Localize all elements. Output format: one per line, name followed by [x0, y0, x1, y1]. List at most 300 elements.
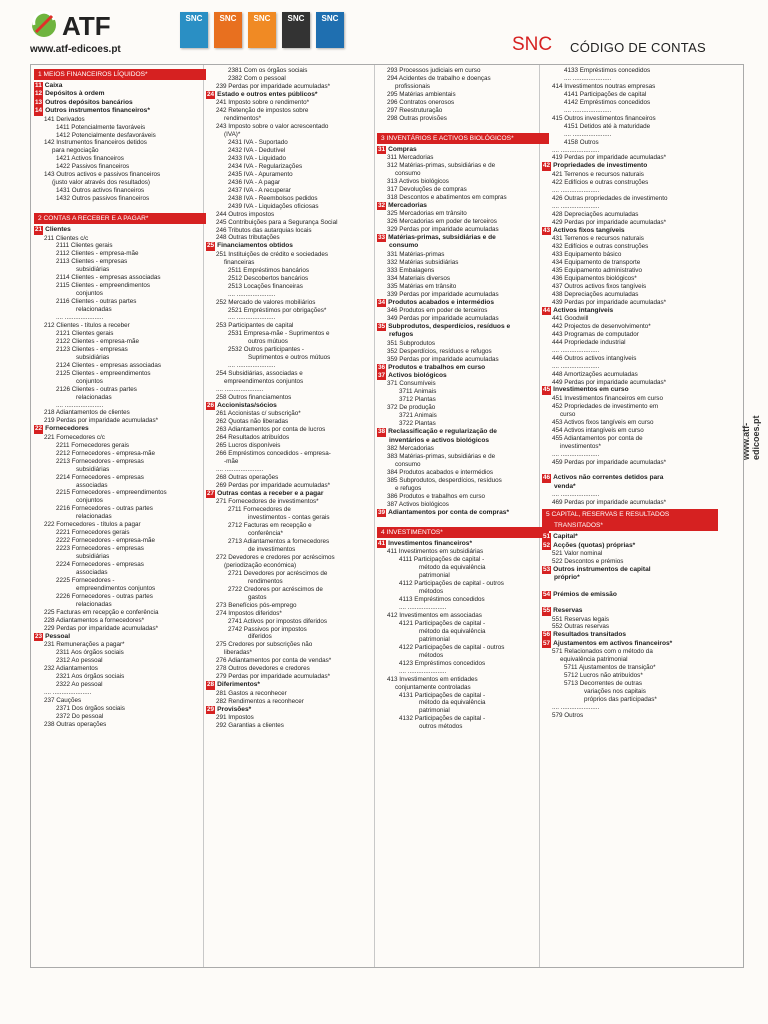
account-row: 212 Clientes - títulos a receber	[44, 322, 130, 329]
account-row: 385 Subprodutos, desperdícios, resíduos	[387, 476, 502, 484]
account-row: .... ......................	[552, 703, 600, 711]
account-row: 273 Benefícios pós-emprego	[216, 601, 297, 609]
account-row: 275 Credores por subscrições não	[216, 641, 313, 649]
spacer	[377, 517, 549, 525]
spacer	[34, 203, 206, 211]
account-group-label: Capital*	[553, 533, 578, 541]
account-row: 451 Investimentos financeiros em curso	[552, 394, 663, 402]
account-row: 4112 Participações de capital - outros	[399, 580, 504, 588]
account-row: 282 Rendimentos a reconhecer	[216, 697, 304, 705]
account-row: 2532 Outros participantes -	[228, 346, 304, 354]
account-row: 2381 Com os órgãos sociais	[228, 67, 308, 74]
book-cover-1: SNC	[180, 12, 208, 48]
account-row: 246 Tributos das autarquias locais	[216, 226, 312, 234]
account-row: 384 Produtos acabados e intermédios	[387, 468, 494, 476]
account-row: 251 Instituições de crédito e sociedades	[216, 250, 329, 258]
spacer	[542, 466, 718, 474]
account-row: curso	[560, 410, 576, 418]
account-row: 435 Equipamento administrativo	[552, 266, 642, 274]
account-number-badge: 26	[207, 401, 215, 409]
account-row: 3712 Plantas	[399, 396, 436, 404]
account-row: 2211 Fornecedores gerais	[56, 441, 130, 449]
spacer	[377, 123, 549, 131]
account-group-label: Outros depósitos bancários	[45, 98, 133, 106]
account-row: .... ......................	[399, 604, 447, 612]
column-1	[34, 67, 206, 729]
account-row: 439 Perdas por imparidade acumuladas*	[552, 298, 667, 306]
account-row: 1431 Outros activos financeiros	[56, 187, 145, 195]
account-row: 5711 Ajustamentos de transição*	[564, 664, 656, 672]
account-row: 455 Adiantamentos por conta de	[552, 434, 643, 442]
account-row: 452 Propriedades de investimento em	[552, 402, 659, 410]
account-row: 372 De produção	[387, 404, 436, 412]
account-row: 4122 Participações de capital - outros	[399, 643, 505, 651]
account-row: investimentos*	[560, 442, 601, 450]
account-group	[34, 82, 206, 90]
spacer	[542, 583, 718, 591]
account-row: 421 Terrenos e recursos naturais	[552, 170, 644, 178]
account-row: 446 Outros activos intangíveis	[552, 354, 637, 362]
account-row: 433 Equipamento básico	[552, 250, 622, 258]
account-group-label: Propriedades de investimento	[553, 162, 648, 170]
account-row: relacionadas	[76, 393, 112, 401]
account-group	[542, 591, 718, 599]
account-row: outros mútuos	[248, 338, 288, 346]
account-row: 281 Gastos a reconhecer	[216, 689, 287, 697]
account-row: .... ......................	[552, 146, 600, 154]
account-row: empreendimentos conjuntos	[224, 378, 304, 386]
account-row: 2741 Activos por impostos diferidos	[228, 617, 328, 625]
account-group	[206, 706, 378, 714]
account-row: .... ......................	[552, 491, 600, 499]
account-row: .... ......................	[56, 314, 104, 322]
account-row: 268 Outras operações	[216, 473, 279, 481]
account-row: 294 Acidentes de trabalho e doenças	[387, 74, 491, 82]
account-row: 2433 IVA - Liquidado	[228, 154, 286, 162]
account-row: 2438 IVA - Reembolsos pedidos	[228, 194, 318, 202]
account-row: 2711 Fornecedores de	[228, 506, 291, 514]
account-row: 313 Activos biológicos	[387, 177, 449, 185]
account-row: (justo valor através dos resultados)	[52, 179, 150, 187]
account-row: 244 Outros impostos	[216, 210, 275, 218]
account-row: 2113 Clientes - empresas	[56, 258, 128, 266]
account-group	[34, 425, 206, 433]
account-row: 3722 Plantas	[399, 420, 436, 428]
column-4	[542, 67, 718, 720]
account-row: 242 Retenção de impostos sobre	[216, 107, 309, 115]
account-group-continuation: inventários e activos biológicos	[389, 436, 490, 444]
account-number-badge: 51	[543, 533, 551, 541]
account-number-badge: 45	[543, 386, 551, 394]
account-row: 2226 Fornecedores - outras partes	[56, 592, 153, 600]
account-row: 3711 Animais	[399, 388, 437, 396]
account-row: .... ......................	[552, 346, 600, 354]
account-group-label: Fornecedores	[45, 425, 89, 433]
account-group-label: Resultados transitados	[553, 631, 627, 639]
account-row: 552 Outras reservas	[552, 623, 610, 631]
account-row: 291 Impostos	[216, 713, 254, 721]
account-row: patrimonial	[419, 707, 450, 715]
account-row: 1422 Passivos financeiros	[56, 163, 130, 171]
account-row: .... ......................	[564, 106, 612, 114]
account-row: 2531 Empresa-mãe - Suprimentos e	[228, 330, 330, 338]
account-row: conjuntamente controladas	[395, 683, 471, 691]
account-row: 571 Relacionados com o método da	[552, 648, 653, 656]
account-row: 271 Fornecedores de investimentos*	[216, 498, 319, 506]
account-group-label: Outros instrumentos financeiros*	[45, 107, 150, 115]
account-number-badge: 23	[35, 632, 43, 640]
page-title: SNC	[512, 34, 553, 55]
account-group-continuation: venda*	[554, 482, 576, 490]
account-row: 2125 Clientes - empreendimentos	[56, 369, 151, 377]
account-row: 326 Mercadorias em poder de terceiros	[387, 218, 497, 226]
account-row: gastos	[248, 593, 267, 601]
account-group-label: Produtos acabados e intermédios	[388, 298, 495, 306]
account-group	[34, 99, 206, 107]
account-row: 521 Valor nominal	[552, 550, 603, 557]
account-row: 436 Equipamentos biológicos*	[552, 274, 637, 282]
account-number-badge: 21	[35, 226, 43, 234]
account-row: 422 Edifícios e outras construções	[552, 178, 649, 186]
account-row: conjuntos	[76, 290, 103, 298]
account-group	[542, 533, 718, 541]
account-row: 292 Garantias a clientes	[216, 721, 284, 729]
account-row: 1421 Activos financeiros	[56, 155, 124, 163]
account-group	[377, 146, 549, 154]
account-row: 4141 Participações de capital	[564, 90, 647, 98]
account-row: empreendimentos conjuntos	[76, 584, 156, 592]
account-row: relacionadas	[76, 513, 112, 521]
account-row: 2112 Clientes - empresa-mãe	[56, 250, 139, 258]
account-row: 2122 Clientes - empresa-mãe	[56, 337, 139, 345]
account-row: 2435 IVA - Apuramento	[228, 170, 293, 178]
account-row: (periodização económica)	[224, 561, 297, 569]
account-row: 241 Imposto sobre o rendimento*	[216, 99, 310, 107]
account-row: 432 Edifícios e outras construções	[552, 242, 649, 250]
account-row: 2225 Fornecedores -	[56, 576, 115, 584]
account-row: 454 Activos intangíveis em curso	[552, 426, 644, 434]
account-row: patrimonial	[419, 635, 450, 643]
logo-text: ATF	[62, 11, 111, 41]
account-row: 442 Projectos de desenvolvimento*	[552, 322, 651, 330]
account-number-badge: 57	[543, 639, 551, 647]
account-row: relacionadas	[76, 600, 112, 608]
account-number-badge: 38	[378, 428, 386, 436]
account-row: 332 Matérias subsidiárias	[387, 258, 459, 266]
account-row: método da equivalência	[419, 564, 486, 572]
account-number-badge: 53	[543, 565, 551, 573]
atf-logo	[30, 8, 120, 42]
account-row: rendimentos	[248, 577, 283, 585]
account-row: 318 Descontos e abatimentos em compras	[387, 193, 507, 201]
account-row: financeiras	[224, 258, 255, 266]
account-group-label: Caixa	[44, 82, 63, 89]
account-row: 4113 Empréstimos concedidos	[399, 596, 485, 604]
account-group	[206, 681, 378, 689]
account-row: 2311 Aos órgãos sociais	[56, 648, 124, 656]
account-row: 453 Activos fixos tangíveis em curso	[552, 418, 654, 426]
account-row: 426 Outras propriedades de investimento	[552, 194, 668, 202]
account-row: 4111 Participações de capital -	[399, 556, 485, 564]
account-row: 2214 Fornecedores - empresas	[56, 473, 144, 481]
account-number-badge: 52	[543, 541, 551, 549]
account-row: 211 Clientes c/c	[44, 234, 89, 242]
account-row: 413 Investimentos em entidades	[387, 675, 478, 683]
account-row: 419 Perdas por imparidade acumuladas*	[552, 154, 667, 162]
account-number-badge: 11	[35, 82, 42, 89]
account-group	[377, 202, 549, 210]
account-row: 4142 Empréstimos concedidos	[564, 98, 651, 106]
account-group	[542, 566, 718, 574]
account-group-label: Matérias-primas, subsidiárias e de	[388, 234, 496, 242]
account-row: 387 Activos biológicos	[387, 500, 449, 508]
account-group	[542, 640, 718, 648]
column-3	[377, 67, 549, 731]
account-row: 2722 Credores por acréscimos de	[228, 585, 323, 593]
account-group	[542, 307, 718, 315]
account-row: 2371 Dos órgãos sociais	[56, 704, 125, 712]
account-row: 221 Fornecedores c/c	[44, 433, 105, 441]
account-row: 252 Mercado de valores mobiliários	[216, 298, 316, 306]
account-row: 2434 IVA - Regularizações	[228, 162, 303, 170]
account-row: (IVA)*	[224, 131, 241, 139]
account-row: 274 Impostos diferidos*	[216, 609, 282, 617]
account-group-continuation: consumo	[389, 242, 419, 250]
account-group	[542, 542, 718, 550]
account-number-badge: 28	[207, 681, 215, 689]
account-row: 4121 Participações de capital -	[399, 619, 486, 627]
account-group-label: Subprodutos, desperdícios, resíduos e	[388, 322, 511, 330]
account-row: 438 Depreciações acumuladas	[552, 290, 639, 298]
account-group	[542, 162, 718, 170]
website-url[interactable]: www.atf-edicoes.pt	[30, 44, 121, 55]
account-row: 297 Reestruturação	[387, 106, 443, 114]
account-row: .... ......................	[564, 74, 612, 82]
account-group-label: Pessoal	[45, 632, 71, 640]
account-row: 579 Outros	[552, 711, 584, 719]
account-group-label: Produtos e trabalhos em curso	[388, 363, 486, 371]
account-row: 2212 Fornecedores - empresa-mãe	[56, 449, 156, 457]
book-cover-4: SNC	[282, 12, 310, 48]
section-header-line: 5 CAPITAL, RESERVAS E RESULTADOS	[546, 511, 670, 519]
account-row: 245 Contribuições para a Segurança Social	[216, 218, 338, 226]
account-row: variações nos capitais	[584, 688, 646, 696]
account-row: 2321 Aos órgãos sociais	[56, 672, 125, 680]
account-number-badge: 33	[378, 234, 386, 242]
account-row: 469 Perdas por imparidade acumuladas*	[552, 499, 667, 507]
account-row: 2721 Devedores por acréscimos de	[228, 569, 328, 577]
account-row: 2213 Fornecedores - empresas	[56, 457, 144, 465]
account-group-continuation: refugos	[389, 331, 414, 339]
account-row: consumo	[395, 460, 421, 468]
account-row: 1412 Potencialmente desfavoráveis	[56, 131, 156, 139]
account-row: 2224 Fornecedores - empresas	[56, 561, 144, 569]
account-row: 359 Perdas por imparidade acumuladas	[387, 355, 499, 363]
account-row: .... ......................	[216, 466, 264, 474]
account-row: 2114 Clientes - empresas associadas	[56, 274, 161, 282]
account-number-badge: 22	[35, 425, 43, 433]
account-row: 2436 IVA - A pagar	[228, 178, 281, 186]
account-row: .... ......................	[228, 290, 276, 298]
account-row: e refugos	[395, 484, 422, 492]
account-row: 349 Perdas por imparidade acumuladas	[387, 314, 499, 322]
account-row: 295 Matérias ambientais	[387, 90, 456, 98]
account-group-label: Financiamentos obtidos	[217, 242, 293, 250]
account-group-label: Prémios de emissão	[553, 590, 617, 598]
account-row: .... ......................	[56, 401, 104, 409]
section-header: 4 INVESTIMENTOS*	[377, 527, 549, 538]
account-row: 2216 Fornecedores - outras partes	[56, 505, 153, 513]
account-row: .... ......................	[552, 186, 600, 194]
account-row: subsidiárias	[76, 266, 110, 274]
account-number-badge: 13	[35, 98, 43, 106]
account-row: 325 Mercadorias em trânsito	[387, 210, 467, 218]
account-group-label: Compras	[388, 145, 417, 153]
account-row: 225 Facturas em recepção e conferência	[44, 608, 159, 616]
account-row: 2431 IVA - Suportado	[228, 139, 288, 147]
account-row: associadas	[76, 481, 108, 489]
account-row: 444 Propriedade industrial	[552, 338, 626, 346]
account-row: outros métodos	[419, 723, 463, 731]
account-row: 293 Processos judiciais em curso	[387, 67, 481, 74]
account-row: 415 Outros investimentos financeiros	[552, 114, 656, 122]
account-row: 5712 Lucros não atribuídos*	[564, 672, 643, 680]
account-row: 239 Perdas por imparidade acumuladas*	[216, 82, 331, 90]
account-row: 4158 Outros	[564, 138, 599, 146]
account-group-label: Investimentos financeiros*	[388, 539, 473, 547]
account-row: 3721 Animais	[399, 412, 437, 420]
account-row: 266 Empréstimos concedidos - empresa-	[216, 450, 331, 458]
account-row: 1411 Potencialmente favoráveis	[56, 123, 146, 131]
account-group-label: Adiantamentos por conta de compras*	[388, 508, 510, 516]
account-group	[34, 90, 206, 98]
account-row: 278 Outros devedores e credores	[216, 665, 310, 673]
account-row: 412 Investimentos em associadas	[387, 611, 482, 619]
account-row: subsidiárias	[76, 353, 110, 361]
book-cover-3: SNC	[248, 12, 276, 48]
account-row: 232 Adiantamentos	[44, 664, 98, 672]
account-row: método da equivalência	[419, 627, 486, 635]
account-number-badge: 12	[35, 90, 43, 98]
account-row: 2437 IVA - A recuperar	[228, 186, 291, 194]
account-row: 383 Matérias-primas, subsidiárias e de	[387, 452, 496, 460]
account-row: 237 Cauções	[44, 696, 82, 704]
account-group-label: Provisões*	[217, 705, 252, 713]
section-header: 3 INVENTÁRIOS E ACTIVOS BIOLÓGICOS*	[377, 133, 549, 144]
account-group	[377, 364, 549, 372]
account-row: profissionais	[395, 82, 430, 90]
account-row: 2322 Ao pessoal	[56, 680, 103, 688]
account-number-badge: 41	[378, 539, 386, 547]
account-number-badge: 32	[378, 201, 386, 209]
account-row: 4123 Empréstimos concedidos	[399, 659, 486, 667]
account-group	[377, 299, 549, 307]
book-cover-2: SNC	[214, 12, 242, 48]
page-subtitle: CÓDIGO DE CONTAS	[570, 40, 707, 55]
account-group-label: Activos não correntes detidos para	[553, 474, 664, 482]
account-row: liberadas*	[224, 649, 253, 657]
account-row: 2512 Descobertos bancários	[228, 274, 309, 282]
account-number-badge: 29	[207, 705, 215, 713]
account-row: equivalência patrimonial	[560, 656, 628, 664]
account-row: próprios das participadas*	[584, 695, 657, 703]
account-row: 441 Goodwill	[552, 314, 589, 322]
account-number-badge: 14	[35, 107, 43, 115]
account-group	[542, 474, 718, 482]
account-group-label: Reclassificação e regularização de	[388, 428, 497, 436]
account-row: 218 Adiantamentos de clientes	[44, 409, 130, 417]
account-group-label: Activos fixos tangíveis	[553, 226, 625, 234]
account-row: 448 Amortizações acumuladas	[552, 370, 638, 378]
account-number-badge: 55	[543, 607, 551, 615]
section-header-line: TRANSITADOS*	[554, 522, 603, 530]
account-number-badge: 31	[378, 145, 386, 153]
account-row: 2312 Ao pessoal	[56, 656, 103, 664]
account-number-badge: 27	[207, 489, 215, 497]
account-row: 142 Instrumentos financeiros detidos	[44, 139, 147, 147]
account-row: investimentos - contas gerais	[248, 514, 330, 522]
account-row: 279 Perdas por imparidade acumuladas*	[216, 673, 331, 681]
account-row: 4133 Empréstimos concedidos	[564, 67, 651, 74]
account-row: 262 Quotas não liberadas	[216, 418, 289, 426]
account-row: .... ......................	[564, 130, 612, 138]
account-row: 2712 Facturas em recepção e	[228, 522, 312, 530]
account-row: 371 Consumíveis	[387, 380, 436, 388]
account-row: associadas	[76, 569, 108, 576]
account-row: 2521 Empréstimos por obrigações*	[228, 306, 327, 314]
account-row: 248 Outras tributações	[216, 234, 280, 242]
account-row: conjuntos	[76, 377, 103, 385]
account-row: 2126 Clientes - outras partes	[56, 385, 137, 393]
account-group	[377, 540, 549, 548]
account-row: rendimentos*	[224, 115, 262, 123]
account-group-label: Activos biológicos	[388, 371, 447, 379]
account-row: 2513 Locações financeiras	[228, 282, 303, 290]
account-group	[377, 372, 549, 380]
account-row: 2221 Fornecedores gerais	[56, 529, 130, 537]
account-group	[377, 323, 549, 331]
account-row: conferência*	[248, 530, 284, 538]
account-row: .... ......................	[44, 688, 92, 696]
account-row: 449 Perdas por imparidade acumuladas*	[552, 378, 667, 386]
account-row: 334 Materiais diversos	[387, 274, 450, 282]
account-group-label: Acções (quotas) próprias*	[553, 541, 636, 549]
column-2	[206, 67, 378, 730]
account-number-badge: 37	[378, 371, 386, 379]
account-row: 276 Adiantamentos por conta de vendas*	[216, 657, 332, 665]
account-row: 434 Equipamento de transporte	[552, 258, 641, 266]
account-row: 2742 Passivos por impostos	[228, 625, 307, 633]
account-row: 335 Matérias em trânsito	[387, 282, 457, 290]
account-row: 443 Programas de computador	[552, 330, 639, 338]
account-row: 222 Fornecedores - títulos a pagar	[44, 521, 141, 529]
account-row: 386 Produtos e trabalhos em curso	[387, 492, 486, 500]
account-row: 2124 Clientes - empresas associadas	[56, 361, 162, 369]
account-group-label: Accionistas/sócios	[217, 401, 277, 409]
account-row: 254 Subsidiárias, associadas e	[216, 370, 303, 378]
account-row: .... ......................	[552, 202, 600, 210]
account-row: 219 Perdas por imparidade acumuladas*	[44, 417, 159, 425]
account-row: 231 Remunerações a pagar*	[44, 641, 125, 649]
account-row: 437 Outros activos fixos tangíveis	[552, 282, 647, 290]
account-row: 329 Perdas por imparidade acumuladas	[387, 226, 499, 234]
book-cover-5: SNC	[316, 12, 344, 48]
account-row: 5713 Decorrentes de outras	[564, 680, 643, 688]
account-row: 269 Perdas por imparidade acumuladas*	[216, 481, 331, 489]
account-row: 272 Devedores e credores por acréscimos	[216, 553, 335, 561]
account-row: 2713 Adiantamentos a fornecedores	[228, 538, 330, 546]
account-row: 351 Subprodutos	[387, 339, 435, 347]
